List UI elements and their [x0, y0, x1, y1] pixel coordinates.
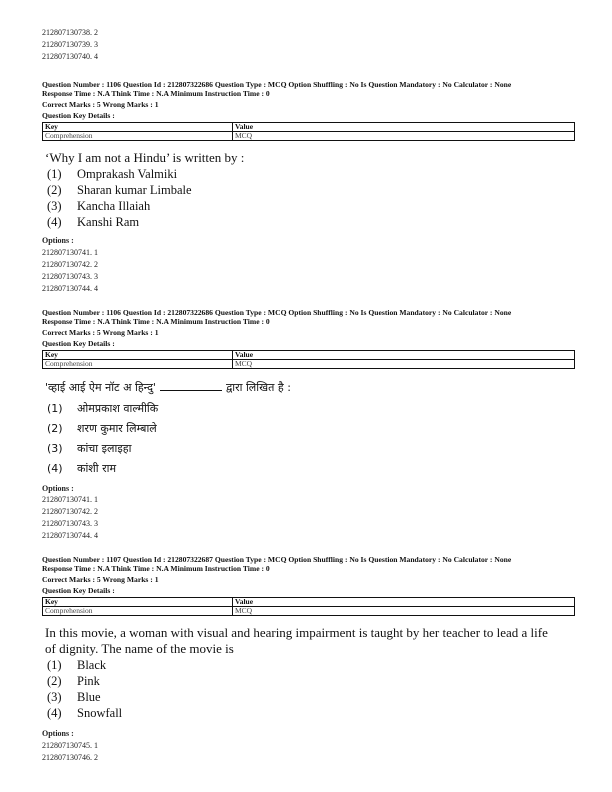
choice-label: Sharan kumar Limbale	[77, 183, 192, 197]
table-cell-value: MCQ	[233, 607, 575, 616]
choice-label: Snowfall	[77, 706, 123, 720]
answer-choice	[47, 705, 122, 721]
table-cell-key: Comprehension	[43, 607, 233, 616]
choice-number: (1)	[47, 658, 62, 672]
answer-choice	[47, 421, 157, 437]
question-marks-line: Correct Marks : 5 Wrong Marks : 1	[42, 328, 159, 337]
question-timing-line: Response Time : N.A Think Time : N.A Minimum Instruction Time : 0	[42, 564, 270, 573]
question-key-table	[42, 122, 575, 141]
question-text	[45, 380, 291, 396]
option-id-line: 212807130744. 4	[42, 531, 98, 540]
answer-choice	[47, 657, 106, 673]
question-text-part1: 'व्हाई आई ऐम नॉट अ हिन्दु'	[45, 381, 156, 394]
option-id-line: 212807130743. 3	[42, 519, 98, 528]
choice-label: शरण कुमार लिम्बाले	[77, 422, 157, 435]
question-meta-line: Question Number : 1106 Question Id : 212807322686 Question Type : MCQ Option Shuffling : No Is Question Mandatory : No Calculator : None	[42, 308, 512, 317]
answer-choice	[47, 689, 101, 705]
option-id-line: 212807130744. 4	[42, 284, 98, 293]
question-meta-line: Question Number : 1107 Question Id : 212807322687 Question Type : MCQ Option Shuffling : No Is Question Mandatory : No Calculator : None	[42, 555, 512, 564]
choice-number: (4)	[47, 462, 63, 475]
choice-number: (3)	[47, 442, 63, 455]
question-meta-line: Question Number : 1106 Question Id : 212807322686 Question Type : MCQ Option Shuffling : No Is Question Mandatory : No Calculator : None	[42, 80, 512, 89]
choice-label: Kanshi Ram	[77, 215, 140, 229]
choice-number: (4)	[47, 706, 62, 720]
option-id-line: 212807130738. 2	[42, 28, 98, 37]
table-cell-key: Comprehension	[43, 360, 233, 369]
choice-label: कांचा इलाइहा	[77, 442, 132, 455]
options-label: Options :	[42, 236, 74, 245]
choice-number: (3)	[47, 199, 62, 213]
choice-number: (1)	[47, 167, 62, 181]
answer-choice	[47, 182, 192, 198]
table-header-key: Key	[43, 598, 233, 607]
answer-choice	[47, 461, 116, 477]
question-timing-line: Response Time : N.A Think Time : N.A Minimum Instruction Time : 0	[42, 89, 270, 98]
option-id-line: 212807130741. 1	[42, 248, 98, 257]
options-label: Options :	[42, 729, 74, 738]
table-header-value: Value	[233, 123, 575, 132]
answer-choice	[47, 166, 177, 182]
question-marks-line: Correct Marks : 5 Wrong Marks : 1	[42, 100, 159, 109]
choice-number: (2)	[47, 422, 63, 435]
question-key-table	[42, 597, 575, 616]
question-key-table	[42, 350, 575, 369]
question-text-line-2: of dignity. The name of the movie is	[45, 641, 234, 656]
choice-number: (1)	[47, 402, 63, 415]
table-header-value: Value	[233, 598, 575, 607]
answer-choice	[47, 673, 100, 689]
table-cell-key: Comprehension	[43, 132, 233, 141]
question-marks-line: Correct Marks : 5 Wrong Marks : 1	[42, 575, 159, 584]
table-cell-value: MCQ	[233, 132, 575, 141]
question-key-details-label: Question Key Details :	[42, 586, 115, 595]
choice-label: ओमप्रकाश वाल्मीकि	[77, 402, 159, 415]
answer-choice	[47, 214, 139, 230]
option-id-line: 212807130742. 2	[42, 260, 98, 269]
choice-number: (2)	[47, 183, 62, 197]
choice-number: (4)	[47, 215, 62, 229]
question-key-details-label: Question Key Details :	[42, 111, 115, 120]
question-timing-line: Response Time : N.A Think Time : N.A Minimum Instruction Time : 0	[42, 317, 270, 326]
option-id-line: 212807130739. 3	[42, 40, 98, 49]
choice-label: कांशी राम	[77, 462, 117, 475]
choice-number: (2)	[47, 674, 62, 688]
answer-choice	[47, 441, 131, 457]
answer-choice	[47, 198, 150, 214]
question-text-part2: द्वारा लिखित है :	[225, 381, 291, 394]
option-id-line: 212807130745. 1	[42, 741, 98, 750]
choice-label: Omprakash Valmiki	[77, 167, 178, 181]
question-text: ‘Why I am not a Hindu’ is written by :	[45, 150, 245, 165]
option-id-line: 212807130746. 2	[42, 753, 98, 762]
choice-label: Black	[77, 658, 107, 672]
table-cell-value: MCQ	[233, 360, 575, 369]
fill-blank-line	[160, 380, 222, 391]
question-text-line-1: In this movie, a woman with visual and hearing impairment is taught by her teacher to lead a life	[45, 625, 548, 640]
question-key-details-label: Question Key Details :	[42, 339, 115, 348]
options-label: Options :	[42, 484, 74, 493]
option-id-line: 212807130741. 1	[42, 495, 98, 504]
option-id-line: 212807130742. 2	[42, 507, 98, 516]
table-header-key: Key	[43, 351, 233, 360]
choice-number: (3)	[47, 690, 62, 704]
table-header-key: Key	[43, 123, 233, 132]
answer-choice	[47, 401, 158, 417]
choice-label: Blue	[77, 690, 101, 704]
option-id-line: 212807130740. 4	[42, 52, 98, 61]
choice-label: Pink	[77, 674, 100, 688]
choice-label: Kancha Illaiah	[77, 199, 151, 213]
table-header-value: Value	[233, 351, 575, 360]
option-id-line: 212807130743. 3	[42, 272, 98, 281]
